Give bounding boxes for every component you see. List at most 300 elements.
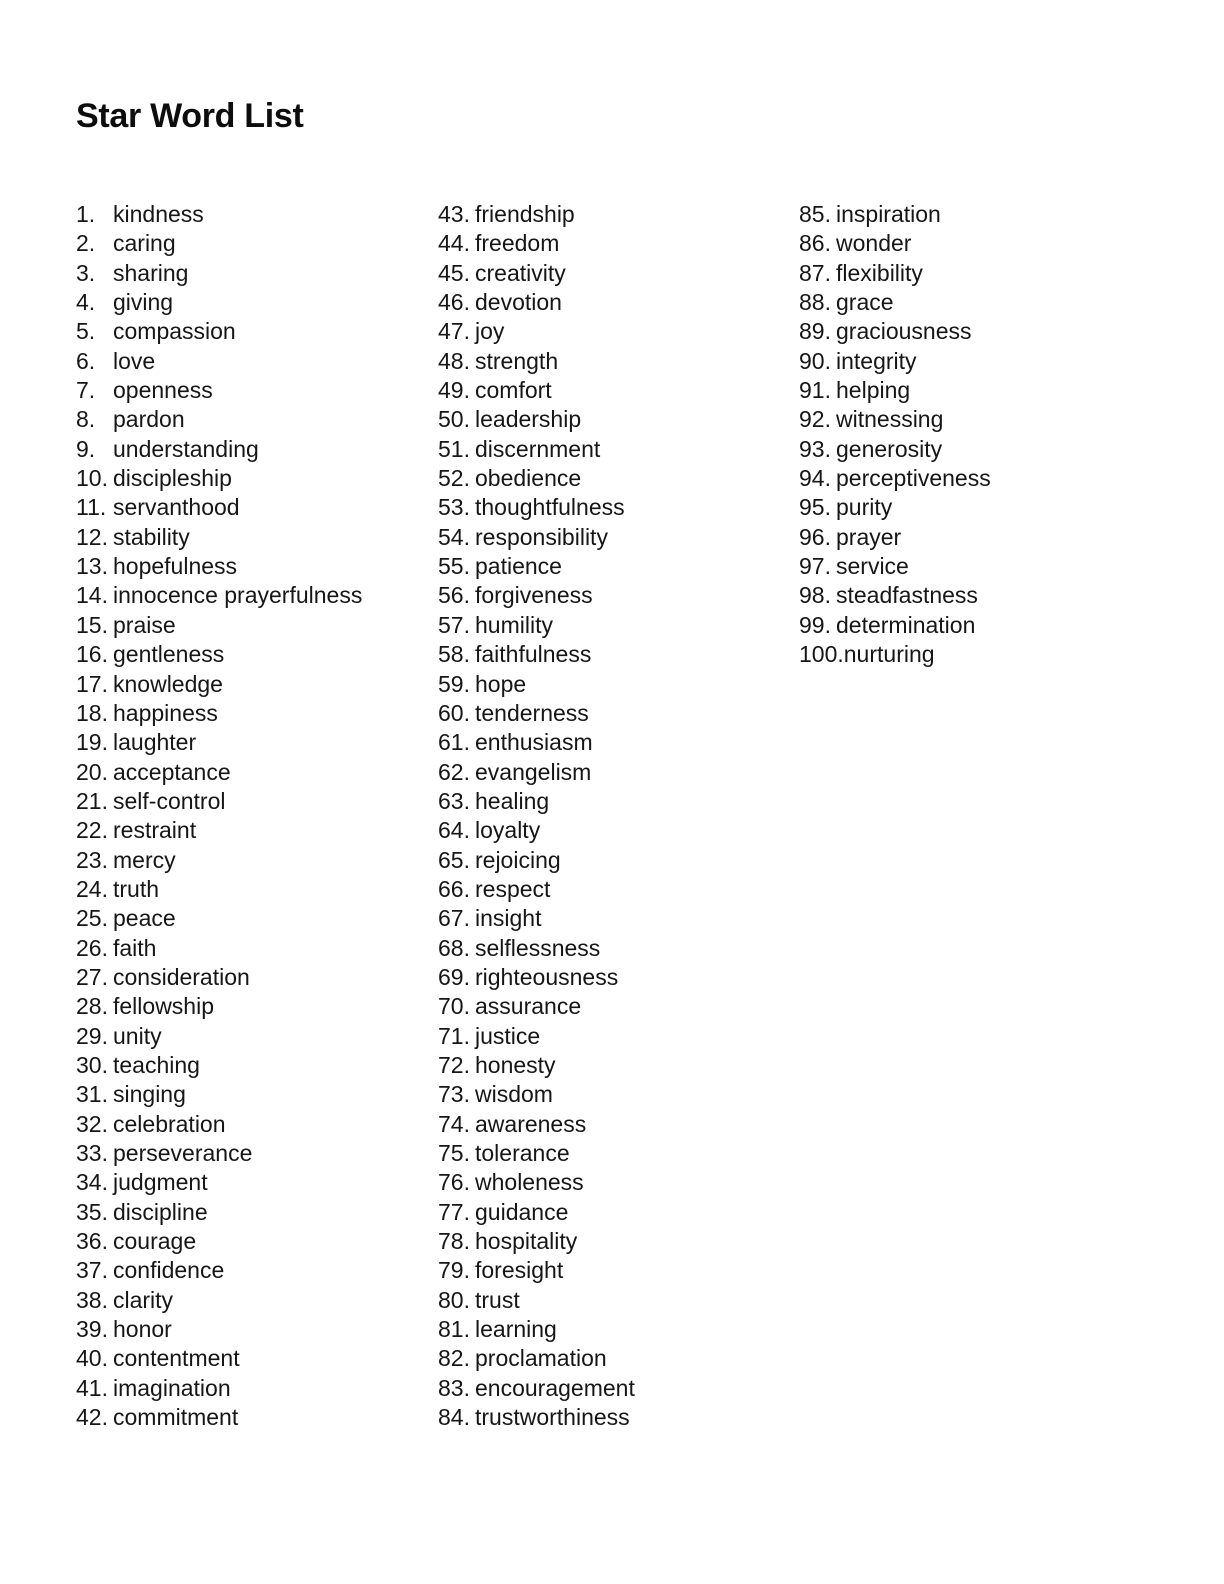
item-number: 34. (76, 1169, 108, 1196)
list-item (438, 934, 800, 963)
list-item (438, 992, 800, 1021)
list-item (799, 493, 1161, 522)
list-item (438, 259, 800, 288)
item-word: guidance (475, 1198, 569, 1225)
list-item (76, 1198, 438, 1227)
item-number: 11. (76, 494, 107, 521)
item-number: 1. (76, 201, 96, 227)
list-item (438, 963, 800, 992)
item-word: learning (475, 1316, 557, 1343)
list-item (438, 1256, 800, 1285)
item-number: 35. (76, 1198, 108, 1225)
item-number: 83. (438, 1374, 470, 1401)
item-word: teaching (113, 1051, 200, 1078)
item-number: 70. (438, 993, 470, 1020)
item-number: 25. (76, 905, 108, 932)
item-number: 61. (438, 729, 470, 756)
item-number: 86. (799, 230, 831, 257)
item-number: 3. (76, 259, 96, 286)
item-word: witnessing (836, 406, 944, 433)
list-item (76, 493, 438, 522)
item-word: creativity (475, 259, 566, 286)
list-item (799, 640, 1161, 669)
item-number: 87. (799, 259, 831, 286)
item-word: knowledge (113, 670, 223, 697)
list-item (438, 347, 800, 376)
item-word: thoughtfulness (475, 494, 625, 521)
item-number: 2. (76, 230, 96, 257)
item-number: 73. (438, 1081, 470, 1108)
list-item (438, 200, 800, 229)
item-number: 78. (438, 1228, 470, 1255)
item-word: courage (113, 1228, 197, 1255)
item-number: 33. (76, 1140, 108, 1166)
item-word: sharing (113, 259, 189, 286)
item-word: purity (836, 494, 893, 521)
list-item (799, 464, 1161, 493)
item-word: joy (475, 318, 505, 345)
item-word: friendship (475, 201, 575, 227)
item-number: 44. (438, 230, 470, 257)
item-word: unity (113, 1022, 162, 1049)
item-word: hopefulness (113, 553, 238, 580)
item-number: 71. (438, 1022, 470, 1049)
list-item (438, 1286, 800, 1315)
list-item (76, 728, 438, 757)
item-word: forgiveness (475, 582, 593, 609)
list-item (438, 1080, 800, 1109)
item-word: stability (113, 523, 190, 550)
item-number: 76. (438, 1169, 470, 1196)
list-item (76, 1374, 438, 1403)
list-item (76, 1051, 438, 1080)
list-item (438, 1198, 800, 1227)
item-number: 85. (799, 201, 831, 227)
list-item (438, 816, 800, 845)
item-word: understanding (113, 435, 259, 462)
item-number: 26. (76, 934, 108, 961)
item-word: perseverance (113, 1140, 253, 1166)
item-word: loyalty (475, 817, 541, 844)
item-word: respect (475, 875, 551, 902)
item-word: truth (113, 875, 160, 902)
item-word: foresight (475, 1257, 564, 1284)
list-item (799, 259, 1161, 288)
list-item (76, 1256, 438, 1285)
item-word: judgment (113, 1169, 208, 1196)
list-item (438, 611, 800, 640)
item-word: pardon (113, 406, 185, 433)
item-number: 57. (438, 611, 470, 638)
item-word: praise (113, 611, 176, 638)
list-item (76, 758, 438, 787)
item-number: 90. (799, 347, 831, 374)
list-item (438, 875, 800, 904)
list-item (438, 787, 800, 816)
list-item (438, 317, 800, 346)
item-number: 14. (76, 582, 108, 609)
item-number: 38. (76, 1286, 108, 1313)
item-word: singing (113, 1081, 186, 1108)
item-number: 40. (76, 1345, 108, 1372)
item-word: imagination (113, 1374, 231, 1401)
item-word: discipline (113, 1198, 208, 1225)
item-number: 93. (799, 435, 831, 462)
list-item (76, 1080, 438, 1109)
item-word: clarity (113, 1286, 174, 1313)
item-number: 18. (76, 699, 108, 726)
item-number: 42. (76, 1404, 108, 1431)
item-number: 5. (76, 318, 96, 345)
item-word: healing (475, 787, 550, 814)
item-number: 6. (76, 347, 96, 374)
item-number: 20. (76, 758, 108, 785)
item-number: 63. (438, 787, 470, 814)
list-item (438, 1344, 800, 1373)
item-word: proclamation (475, 1345, 607, 1372)
item-word: fellowship (113, 993, 214, 1020)
item-number: 81. (438, 1316, 470, 1343)
item-word: gentleness (113, 641, 225, 668)
item-number: 80. (438, 1286, 470, 1313)
list-item (76, 963, 438, 992)
item-word: tenderness (475, 699, 589, 726)
list-item (76, 581, 438, 610)
list-item (76, 1403, 438, 1432)
item-word: assurance (475, 993, 582, 1020)
item-word: integrity (836, 347, 917, 374)
item-word: responsibility (475, 523, 608, 550)
list-item (799, 405, 1161, 434)
item-word: innocence prayerfulness (113, 582, 363, 609)
item-word: enthusiasm (475, 729, 593, 756)
item-number: 39. (76, 1316, 108, 1343)
item-word: steadfastness (836, 582, 978, 609)
list-item (76, 1227, 438, 1256)
item-word: servanthood (113, 494, 240, 521)
item-number: 72. (438, 1051, 470, 1078)
list-item (76, 670, 438, 699)
item-word: faithfulness (475, 641, 592, 668)
list-item (799, 288, 1161, 317)
item-number: 46. (438, 289, 470, 316)
item-word: strength (475, 347, 559, 374)
list-item (438, 1403, 800, 1432)
item-word: freedom (475, 230, 560, 257)
item-number: 92. (799, 406, 831, 433)
word-list-column (438, 200, 800, 1432)
item-number: 53. (438, 494, 470, 521)
item-word: determination (836, 611, 976, 638)
item-word: discipleship (113, 465, 232, 492)
list-item (76, 846, 438, 875)
item-number: 49. (438, 377, 470, 404)
list-item (438, 846, 800, 875)
list-item (799, 200, 1161, 229)
item-word: caring (113, 230, 176, 257)
item-number: 67. (438, 905, 470, 932)
item-word: compassion (113, 318, 236, 345)
item-number: 94. (799, 465, 831, 492)
item-word: consideration (113, 963, 250, 990)
item-word: contentment (113, 1345, 240, 1372)
list-item (799, 229, 1161, 258)
list-item (438, 1374, 800, 1403)
item-word: service (836, 553, 909, 580)
list-item (76, 1344, 438, 1373)
item-number: 52. (438, 465, 470, 492)
item-number: 19. (76, 729, 108, 756)
list-item (76, 992, 438, 1021)
list-item (76, 640, 438, 669)
item-word: giving (113, 289, 174, 316)
item-word: confidence (113, 1257, 225, 1284)
item-number: 56. (438, 582, 470, 609)
item-number: 8. (76, 406, 96, 433)
item-word: helping (836, 377, 911, 404)
item-word: trustworthiness (475, 1404, 630, 1431)
list-item (76, 1139, 438, 1168)
list-item (799, 376, 1161, 405)
item-number: 66. (438, 875, 470, 902)
list-item (438, 229, 800, 258)
item-number: 37. (76, 1257, 108, 1284)
item-word: awareness (475, 1110, 587, 1137)
item-word: obedience (475, 465, 582, 492)
item-number: 59. (438, 670, 470, 697)
item-word: laughter (113, 729, 197, 756)
item-number: 7. (76, 377, 96, 404)
item-number: 27. (76, 963, 108, 990)
item-number: 88. (799, 289, 831, 316)
item-number: 91. (799, 377, 831, 404)
item-word: openness (113, 377, 213, 404)
item-word: flexibility (836, 259, 923, 286)
item-word: devotion (475, 289, 562, 316)
item-word: celebration (113, 1110, 226, 1137)
list-item (76, 523, 438, 552)
item-number: 82. (438, 1345, 470, 1372)
list-item (438, 1110, 800, 1139)
list-item (76, 288, 438, 317)
item-number: 47. (438, 318, 470, 345)
list-item (76, 1315, 438, 1344)
item-number: 65. (438, 846, 470, 873)
item-number: 41. (76, 1374, 108, 1401)
list-item (76, 1022, 438, 1051)
item-word: humility (475, 611, 553, 638)
item-number: 9. (76, 435, 96, 462)
item-number: 32. (76, 1110, 108, 1137)
list-item (76, 405, 438, 434)
item-word: wisdom (475, 1081, 553, 1108)
list-item (438, 581, 800, 610)
item-number: 96. (799, 523, 831, 550)
item-number: 60. (438, 699, 470, 726)
list-item (438, 699, 800, 728)
list-item (76, 259, 438, 288)
item-word: happiness (113, 699, 218, 726)
item-word: kindness (113, 201, 204, 227)
item-number: 79. (438, 1257, 470, 1284)
list-item (438, 405, 800, 434)
item-number: 36. (76, 1228, 108, 1255)
item-number: 17. (76, 670, 108, 697)
item-number: 84. (438, 1404, 470, 1431)
list-item (438, 288, 800, 317)
list-item (438, 1022, 800, 1051)
item-number: 69. (438, 963, 470, 990)
list-item (799, 317, 1161, 346)
list-item (438, 1168, 800, 1197)
list-item (438, 1139, 800, 1168)
item-number: 21. (76, 787, 108, 814)
item-number: 95. (799, 494, 831, 521)
item-number: 30. (76, 1051, 108, 1078)
item-number: 51. (438, 435, 470, 462)
list-item (76, 347, 438, 376)
list-item (76, 1168, 438, 1197)
list-item (438, 435, 800, 464)
list-item (76, 904, 438, 933)
list-item (76, 464, 438, 493)
item-word: commitment (113, 1404, 239, 1431)
list-item (76, 875, 438, 904)
item-number: 74. (438, 1110, 470, 1137)
item-word: self-control (113, 787, 226, 814)
item-number: 100. (799, 641, 844, 668)
list-item (438, 1051, 800, 1080)
list-item (76, 376, 438, 405)
item-number: 77. (438, 1198, 470, 1225)
list-item (799, 347, 1161, 376)
list-item (76, 934, 438, 963)
item-number: 28. (76, 993, 108, 1020)
item-number: 48. (438, 347, 470, 374)
item-word: love (113, 347, 156, 374)
item-word: prayer (836, 523, 902, 550)
list-item (799, 552, 1161, 581)
item-number: 64. (438, 817, 470, 844)
item-word: inspiration (836, 201, 941, 227)
list-item (438, 904, 800, 933)
list-item (76, 699, 438, 728)
item-word: peace (113, 905, 176, 932)
item-word: generosity (836, 435, 943, 462)
item-word: graciousness (836, 318, 972, 345)
list-item (438, 376, 800, 405)
list-item (76, 229, 438, 258)
list-item (438, 552, 800, 581)
item-number: 98. (799, 582, 831, 609)
item-number: 99. (799, 611, 831, 638)
item-word: trust (475, 1286, 520, 1313)
item-word: restraint (113, 817, 197, 844)
item-word: hope (475, 670, 527, 697)
list-item (799, 611, 1161, 640)
item-word: righteousness (475, 963, 619, 990)
item-word: leadership (475, 406, 582, 433)
list-item (76, 816, 438, 845)
word-list-column (76, 200, 438, 1432)
item-number: 13. (76, 553, 108, 580)
item-number: 43. (438, 201, 470, 227)
item-word: comfort (475, 377, 552, 404)
item-number: 62. (438, 758, 470, 785)
item-number: 15. (76, 611, 108, 638)
list-item (76, 435, 438, 464)
item-word: patience (475, 553, 562, 580)
item-word: insight (475, 905, 542, 932)
item-number: 54. (438, 523, 470, 550)
item-number: 89. (799, 318, 831, 345)
list-item (438, 758, 800, 787)
item-number: 12. (76, 523, 108, 550)
item-number: 23. (76, 846, 108, 873)
item-word: honesty (475, 1051, 556, 1078)
list-item (76, 200, 438, 229)
list-item (438, 464, 800, 493)
list-item (76, 552, 438, 581)
item-word: acceptance (113, 758, 231, 785)
item-number: 68. (438, 934, 470, 961)
word-list-column (799, 200, 1161, 670)
list-item (76, 1110, 438, 1139)
list-item (438, 728, 800, 757)
list-item (76, 1286, 438, 1315)
item-word: nurturing (843, 641, 935, 668)
list-item (438, 523, 800, 552)
item-word: wholeness (475, 1169, 584, 1196)
item-word: discernment (475, 435, 601, 462)
item-word: encouragement (475, 1374, 635, 1401)
list-item (438, 493, 800, 522)
list-item (76, 317, 438, 346)
list-item (438, 670, 800, 699)
item-number: 58. (438, 641, 470, 668)
item-word: faith (113, 934, 157, 961)
item-number: 31. (76, 1081, 108, 1108)
list-item (438, 1315, 800, 1344)
list-item (76, 611, 438, 640)
item-word: wonder (836, 230, 912, 257)
list-item (76, 787, 438, 816)
item-number: 29. (76, 1022, 108, 1049)
item-number: 16. (76, 641, 108, 668)
item-word: selflessness (475, 934, 601, 961)
list-item (438, 1227, 800, 1256)
list-item (799, 435, 1161, 464)
item-word: justice (475, 1022, 541, 1049)
item-number: 4. (76, 289, 96, 316)
item-number: 22. (76, 817, 108, 844)
item-word: mercy (113, 846, 176, 873)
item-word: hospitality (475, 1228, 578, 1255)
item-number: 10. (76, 465, 108, 492)
item-word: honor (113, 1316, 172, 1343)
list-item (438, 640, 800, 669)
item-word: rejoicing (475, 846, 561, 873)
list-item (799, 523, 1161, 552)
item-number: 24. (76, 875, 108, 902)
list-item (799, 581, 1161, 610)
item-word: grace (836, 289, 894, 316)
page-title: Star Word List (76, 96, 304, 135)
item-number: 45. (438, 259, 470, 286)
item-word: perceptiveness (836, 465, 991, 492)
item-number: 50. (438, 406, 470, 433)
item-number: 55. (438, 553, 470, 580)
